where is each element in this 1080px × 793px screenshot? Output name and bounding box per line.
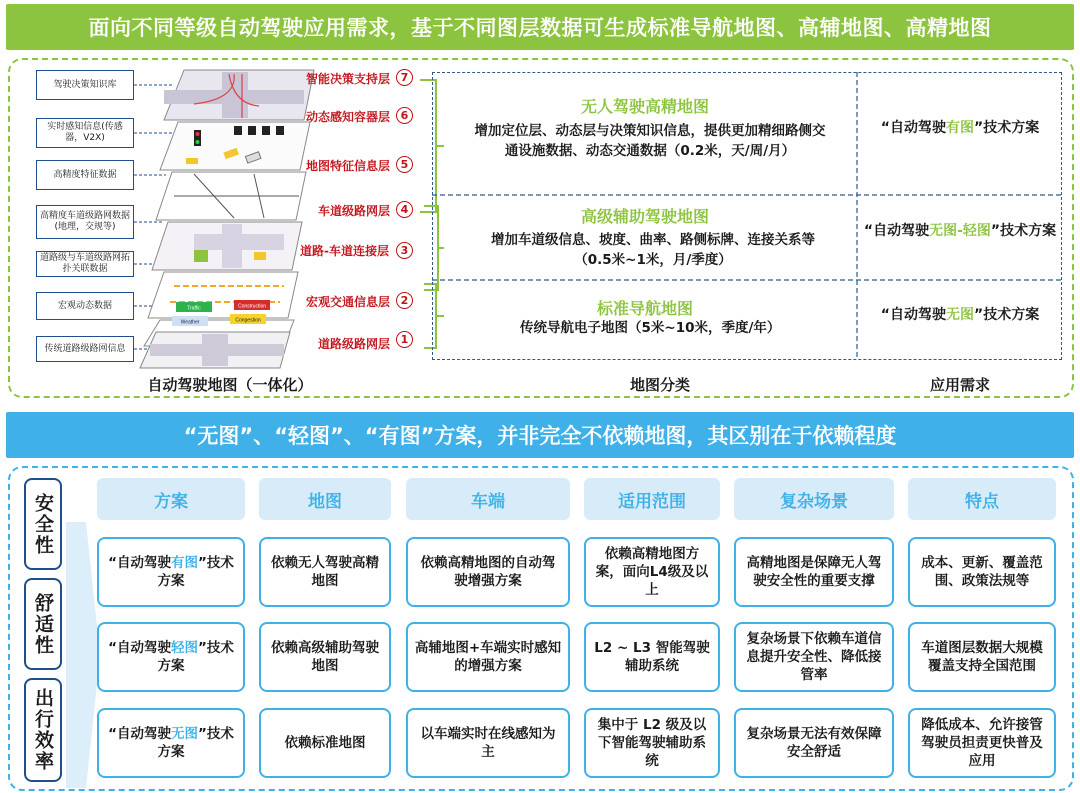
left-box-decision-knowledge: 驾驶决策知识库	[36, 70, 134, 100]
layer-number-2: 2	[396, 292, 413, 309]
tag-construction: Construction	[237, 303, 267, 310]
layer-number-6: 6	[396, 107, 413, 124]
layer-3-plate	[148, 272, 298, 318]
left-box-hd-feature: 高精度特征数据	[36, 160, 134, 190]
col-header-plan: 方案	[97, 478, 245, 520]
cell-features-none: 降低成本、允许接管驾驶员担责更快普及应用	[908, 708, 1056, 778]
top-banner: 面向不同等级自动驾驶应用需求，基于不同图层数据可生成标准导航地图、高辅地图、高精地图	[6, 4, 1074, 50]
app-adas: “自动驾驶无图-轻图”技术方案	[863, 223, 1057, 239]
side-label-safety: 安全性	[24, 478, 62, 570]
tag-traffic: Traffic	[187, 305, 201, 312]
tag-congestion: Congestion	[235, 317, 261, 324]
layer-6-plate	[160, 122, 310, 170]
col-header-complex: 复杂场景	[734, 478, 894, 520]
layer-label-6: 动态感知容器层	[306, 110, 391, 124]
layer-label-4: 车道级路网层	[318, 204, 391, 218]
cell-features-hd: 成本、更新、覆盖范围、政策法规等	[908, 537, 1056, 607]
cell-scope-light: L2 ~ L3 智能驾驶辅助系统	[584, 622, 720, 692]
col-header-scope: 适用范围	[584, 478, 720, 520]
map-title-adas: 高级辅助驾驶地图	[580, 207, 709, 226]
layer-leaders	[300, 70, 310, 350]
cell-map-none: 依赖标准地图	[259, 708, 391, 778]
side-label-comfort: 舒适性	[24, 578, 62, 670]
layer-4-plate	[152, 222, 302, 270]
left-box-lane-network: 高精度车道级路网数据(地理，交规等)	[36, 205, 134, 239]
col-header-vehicle: 车端	[406, 478, 570, 520]
cell-plan-none: “自动驾驶无图”技术方案	[97, 708, 245, 778]
map-desc-adas: 增加车道级信息、坡度、曲率、路侧标牌、连接关系等（0.5米~1米，月/季度）	[491, 232, 815, 268]
col-header-features: 特点	[908, 478, 1056, 520]
cell-features-light: 车道图层数据大规模覆盖支持全国范围	[908, 622, 1056, 692]
app-sd: “自动驾驶无图”技术方案	[880, 307, 1040, 323]
cell-map-light: 依赖高级辅助驾驶地图	[259, 622, 391, 692]
cell-scope-hd: 依赖高精地图方案，面向L4级及以上	[584, 537, 720, 607]
caption-integrated-map: 自动驾驶地图（一体化）	[147, 376, 313, 394]
cell-scope-none: 集中于 L2 级及以下智能驾驶辅助系统	[584, 708, 720, 778]
mid-banner: “无图”、“轻图”、“有图”方案，并非完全不依赖地图，其区别在于依赖程度	[6, 412, 1074, 458]
col-header-map: 地图	[259, 478, 391, 520]
layer-label-3: 道路-车道连接层	[300, 244, 389, 258]
cell-complex-hd: 高精地图是保障无人驾驶安全性的重要支撑	[734, 537, 894, 607]
layer-7-plate	[164, 70, 314, 120]
layer-number-5: 5	[396, 156, 413, 173]
cell-map-hd: 依赖无人驾驶高精地图	[259, 537, 391, 607]
layer-label-5: 地图特征信息层	[306, 159, 391, 173]
layer-1-plate	[140, 332, 290, 368]
side-label-efficiency: 出行效率	[24, 678, 62, 782]
left-box-road-network: 传统道路级路网信息	[36, 336, 134, 362]
cell-complex-none: 复杂场景无法有效保障安全舒适	[734, 708, 894, 778]
caption-map-classification: 地图分类	[629, 376, 690, 394]
cell-plan-light: “自动驾驶轻图”技术方案	[97, 622, 245, 692]
left-box-macro-dynamic: 宏观动态数据	[36, 292, 134, 320]
layer-5-plate	[156, 172, 306, 220]
app-hd: “自动驾驶有图”技术方案	[880, 120, 1040, 136]
cell-vehicle-hd: 依赖高精地图的自动驾驶增强方案	[406, 537, 570, 607]
map-title-sd: 标准导航地图	[596, 299, 693, 318]
map-title-hd: 无人驾驶高精地图	[580, 97, 709, 116]
layer-number-7: 7	[396, 69, 413, 86]
caption-application-needs: 应用需求	[929, 376, 990, 394]
layer-label-2: 宏观交通信息层	[306, 295, 391, 309]
left-box-realtime-perception: 实时感知信息(传感器，V2X)	[36, 118, 134, 148]
layer-number-3: 3	[396, 242, 413, 259]
layer-number-1: 1	[396, 331, 413, 348]
layer-number-4: 4	[396, 201, 413, 218]
cell-vehicle-none: 以车端实时在线感知为主	[406, 708, 570, 778]
left-box-topology: 道路级与车道级路网拓扑关联数据	[36, 251, 134, 277]
layer-label-1: 道路级路网层	[318, 337, 391, 351]
cell-complex-light: 复杂场景下依赖车道信息提升安全性、降低接管率	[734, 622, 894, 692]
tag-weather: Weather	[180, 319, 200, 326]
cell-vehicle-light: 高辅地图+车端实时感知的增强方案	[406, 622, 570, 692]
map-desc-sd: 传统导航电子地图（5米~10米，季度/年）	[520, 320, 781, 336]
cell-plan-hd: “自动驾驶有图”技术方案	[97, 537, 245, 607]
layer-label-7: 智能决策支持层	[306, 72, 391, 86]
map-desc-hd: 增加定位层、动态层与决策知识信息，提供更加精细路侧交通设施数据、动态交通数据（0.2米，天/周/月）	[474, 123, 826, 159]
